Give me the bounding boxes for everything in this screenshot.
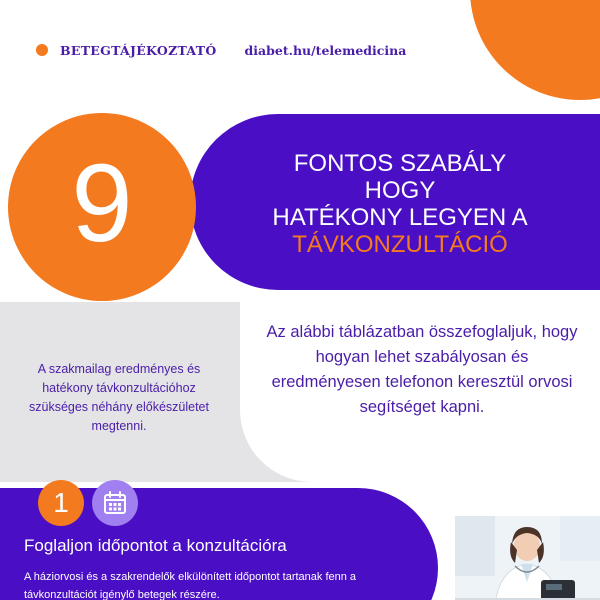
- rule-count-number: 9: [71, 142, 133, 265]
- title-line-1: FONTOS SZABÁLY: [293, 150, 507, 177]
- intro-right-text: Az alábbi táblázatban összefoglaljuk, hogy hogyan lehet szabályosan és eredményesen telefonon keresztül orvosi segítséget kapni.: [266, 323, 578, 416]
- step-number: 1: [53, 487, 69, 518]
- step-1-title: Foglaljon időpontot a konzultációra: [24, 536, 287, 555]
- calendar-badge: [92, 480, 138, 526]
- intro-left-text: A szakmailag eredményes és hatékony távkonzultációhoz szükséges néhány előkészületet megtenni.: [29, 362, 209, 433]
- header-url: diabet.hu/telemedicina: [244, 42, 407, 58]
- corner-decor-circle: [470, 0, 600, 100]
- doctor-illustration: [455, 516, 600, 600]
- title-line-3: HATÉKONY LEGYEN A: [272, 204, 528, 231]
- header-bullet: [36, 44, 48, 56]
- step-1-description: A háziorvosi és a szakrendelők elkülönített időpontot tartanak fenn a távkonzultációt igénylő betegek részére.: [24, 571, 357, 600]
- doctor-photo: [455, 516, 600, 600]
- title-line-4: TÁVKONZULTÁCIÓ: [292, 231, 508, 258]
- title-line-2: HOGY: [364, 177, 436, 204]
- page-header: [36, 40, 406, 60]
- rule-count-circle: [8, 113, 196, 301]
- header-label: BETEGTÁJÉKOZTATÓ: [60, 42, 217, 58]
- page-title: [240, 150, 560, 258]
- calendar-icon: [101, 489, 129, 517]
- step-number-circle: [38, 480, 84, 526]
